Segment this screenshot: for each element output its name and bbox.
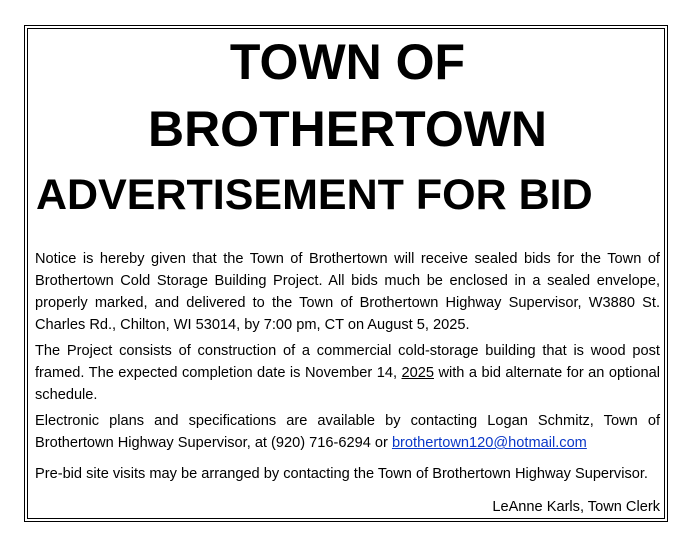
completion-year: 2025 [401, 365, 434, 381]
project-paragraph [35, 340, 660, 406]
title-advertisement-for-bid: ADVERTISEMENT FOR BID [36, 171, 593, 219]
plans-paragraph [35, 410, 660, 454]
email-link[interactable]: brothertown120@hotmail.com [391, 435, 587, 451]
plans-text: Electronic plans and specifications are available by contacting Logan Schmitz, Town of Brothertown Highway Supervisor, at (920) 716-6294 or [35, 413, 660, 451]
project-text-end: with a bid alternate for an optional schedule. [35, 365, 660, 403]
notice-paragraph: Notice is hereby given that the Town of Brothertown will receive sealed bids for the Town of Brothertown Cold Storage Building Project. All bids much be enclosed in a sealed envelope, properly marked, and delivered to the Town of Brothertown Highway Supervisor, W3880 St. Charles Rd., Chilton, WI 53014, by 7:00 pm, CT on August 5, 2025. [35, 251, 660, 333]
title-town-of: TOWN OF [229, 34, 466, 90]
project-text-start: The Project consists of construction of a commercial cold-storage building that is wood post framed. The expected completion date is November 14, [35, 343, 660, 381]
signature: LeAnne Karls, Town Clerk [492, 499, 660, 515]
title-brothertown: BROTHERTOWN [147, 101, 548, 157]
site-visit-paragraph: Pre-bid site visits may be arranged by contacting the Town of Brothertown Highway Supervisor. [35, 466, 648, 482]
